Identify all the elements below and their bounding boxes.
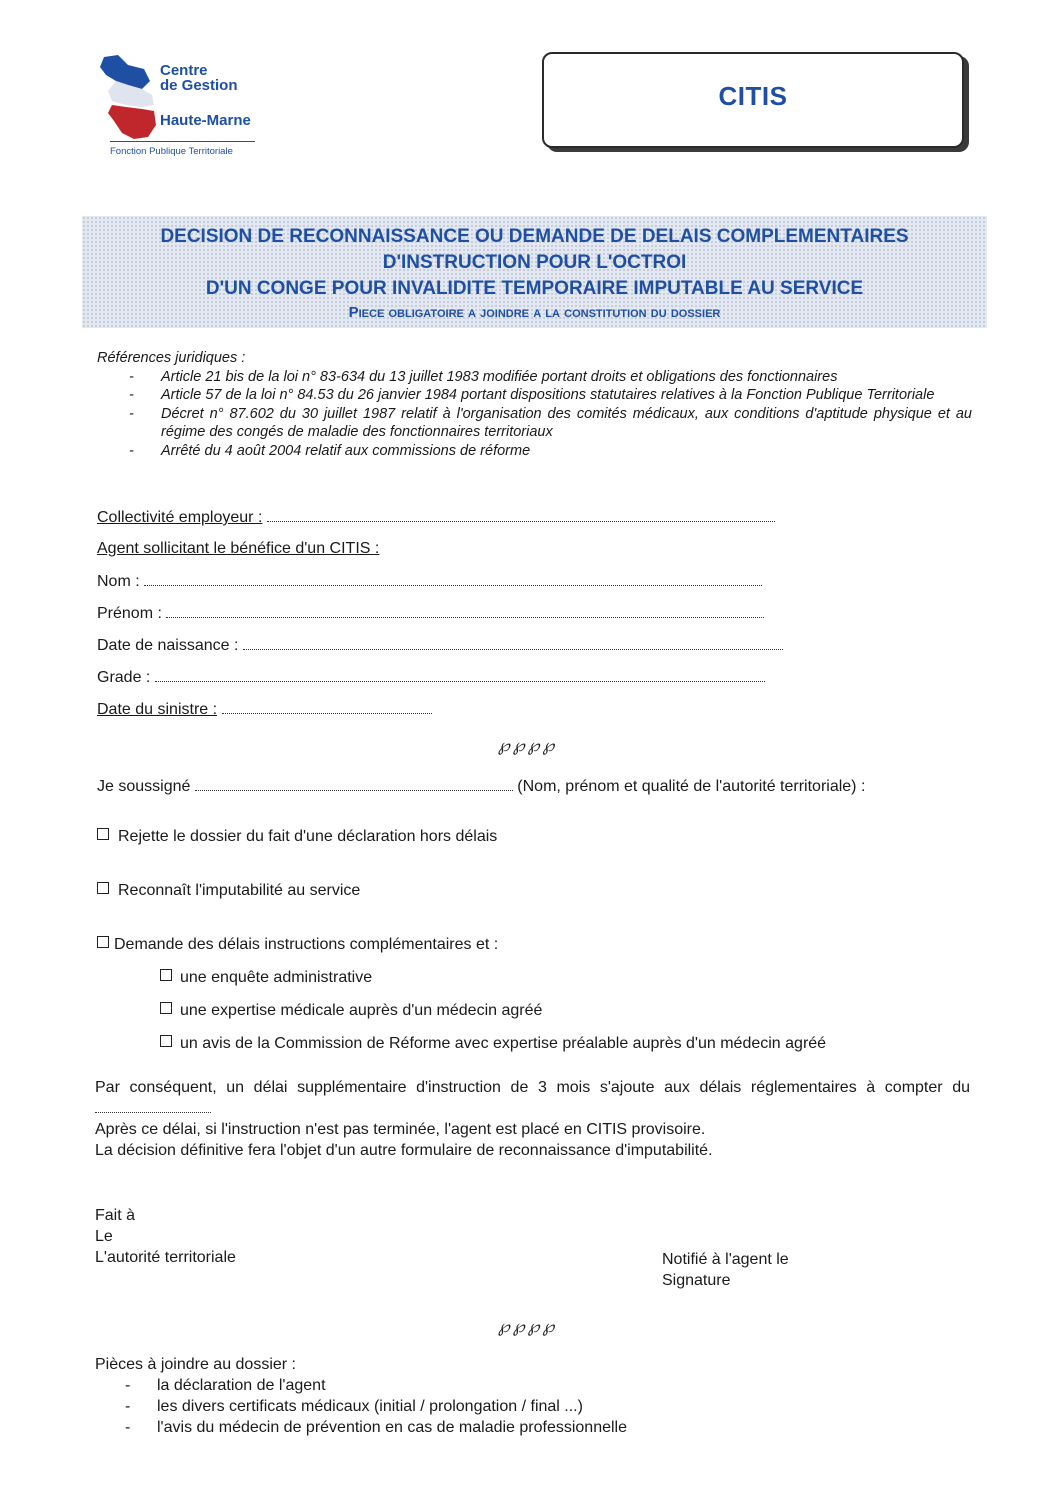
reference-item: - Article 57 de la loi n° 84.53 du 26 janvier 1984 portant dispositions statutaires relatives à la Fonction Publique Territoriale xyxy=(97,386,972,405)
prenom-label: Prénom : xyxy=(97,605,162,622)
grade-input-line[interactable] xyxy=(155,667,765,682)
ornament-separator: ℘℘℘℘ xyxy=(498,1317,558,1336)
fait-a: Fait à xyxy=(95,1207,136,1224)
legal-references xyxy=(97,349,972,460)
suboption-commission-label: un avis de la Commission de Réforme avec expertise préalable auprès d'un médecin agréé xyxy=(180,1035,827,1052)
consequence-block xyxy=(95,1077,970,1161)
grade-field[interactable] xyxy=(97,667,765,688)
naissance-label: Date de naissance : xyxy=(97,637,239,654)
title-line-1: DECISION DE RECONNAISSANCE OU DEMANDE DE DELAIS COMPLEMENTAIRES xyxy=(160,226,909,247)
agent-heading: Agent sollicitant le bénéfice d'un CITIS : xyxy=(97,540,380,557)
option-delais[interactable] xyxy=(97,935,498,955)
soussigne-label: Je soussigné xyxy=(97,778,191,795)
checkbox[interactable] xyxy=(160,1035,172,1047)
consequence-p1: Par conséquent, un délai supplémentaire d'instruction de 3 mois s'ajoute aux délais réglementaires à compter du xyxy=(95,1079,970,1096)
sinistre-label: Date du sinistre : xyxy=(97,701,218,718)
references-heading: Références juridiques : xyxy=(97,350,246,366)
checkbox[interactable] xyxy=(160,969,172,981)
piece-item: - les divers certificats médicaux (initial / prolongation / final ...) xyxy=(95,1396,795,1417)
date-input-line[interactable] xyxy=(95,1100,211,1113)
collectivite-field[interactable] xyxy=(97,507,775,528)
notifie-agent: Notifié à l'agent le xyxy=(662,1251,789,1268)
title-line-3: D'UN CONGE POUR INVALIDITE TEMPORAIRE IMPUTABLE AU SERVICE xyxy=(205,278,864,299)
citis-badge-label: CITIS xyxy=(718,80,788,111)
suboption-commission[interactable] xyxy=(160,1034,826,1054)
reference-item: - Décret n° 87.602 du 30 juillet 1987 relatif à l'organisation des comités médicaux, aux conditions d'aptitude physique et au régime des congés de maladie des fonctionnaires territoriaux xyxy=(97,405,972,442)
logo-line-3: Haute-Marne xyxy=(160,112,251,129)
autorite-territoriale: L'autorité territoriale xyxy=(95,1249,236,1266)
consequence-p3: La décision définitive fera l'objet d'un autre formulaire de reconnaissance d'imputabilité. xyxy=(95,1142,713,1159)
checkbox[interactable] xyxy=(97,936,109,948)
pieces-heading: Pièces à joindre au dossier : xyxy=(95,1356,296,1373)
option-rejet-label: Rejette le dossier du fait d'une déclaration hors délais xyxy=(118,828,498,845)
naissance-field[interactable] xyxy=(97,635,783,656)
suboption-enquete-label: une enquête administrative xyxy=(180,969,373,986)
organization-logo xyxy=(98,55,273,165)
option-reconnaissance[interactable] xyxy=(97,881,360,901)
logo-subtitle: Fonction Publique Territoriale xyxy=(110,146,233,157)
option-rejet[interactable] xyxy=(97,827,497,847)
naissance-input-line[interactable] xyxy=(243,635,783,650)
checkbox[interactable] xyxy=(97,828,109,840)
logo-divider xyxy=(110,141,255,142)
nom-input-line[interactable] xyxy=(144,571,762,586)
sinistre-input-line[interactable] xyxy=(222,699,432,714)
consequence-p2: Après ce délai, si l'instruction n'est pas terminée, l'agent est placé en CITIS provisoire. xyxy=(95,1121,706,1138)
title-line-2: D'INSTRUCTION POUR L'OCTROI xyxy=(382,252,687,273)
citis-badge xyxy=(542,52,964,148)
pieces-section xyxy=(95,1354,795,1438)
grade-label: Grade : xyxy=(97,669,151,686)
checkbox[interactable] xyxy=(160,1002,172,1014)
prenom-input-line[interactable] xyxy=(166,603,764,618)
prenom-field[interactable] xyxy=(97,603,764,624)
suboption-enquete[interactable] xyxy=(160,968,372,988)
ornament-separator: ℘℘℘℘ xyxy=(498,736,558,755)
soussigne-field[interactable] xyxy=(97,776,865,797)
piece-item: - la déclaration de l'agent xyxy=(95,1375,795,1396)
reference-item: - Arrêté du 4 août 2004 relatif aux commissions de réforme xyxy=(97,442,972,461)
reference-item: - Article 21 bis de la loi n° 83-634 du 13 juillet 1983 modifiée portant droits et obligations des fonctionnaires xyxy=(97,368,972,387)
title-banner xyxy=(82,216,987,328)
checkbox[interactable] xyxy=(97,882,109,894)
option-delais-label: Demande des délais instructions complémentaires et : xyxy=(114,936,499,953)
soussigne-suffix: (Nom, prénom et qualité de l'autorité territoriale) : xyxy=(517,778,866,795)
option-reconnaissance-label: Reconnaît l'imputabilité au service xyxy=(118,882,361,899)
nom-field[interactable] xyxy=(97,571,762,592)
consequence-p1-wrapper xyxy=(95,1077,970,1119)
le-date: Le xyxy=(95,1228,113,1245)
suboption-expertise-label: une expertise médicale auprès d'un médecin agréé xyxy=(180,1002,543,1019)
sinistre-field[interactable] xyxy=(97,699,432,720)
soussigne-input-line[interactable] xyxy=(195,776,513,791)
logo-line-2: de Gestion xyxy=(160,77,238,94)
nom-label: Nom : xyxy=(97,573,140,590)
piece-item: - l'avis du médecin de prévention en cas de maladie professionnelle xyxy=(95,1417,795,1438)
signature-label: Signature xyxy=(662,1272,731,1289)
haute-marne-map-icon xyxy=(98,55,160,145)
logo-line-1: Centre xyxy=(160,62,208,79)
collectivite-label: Collectivité employeur : xyxy=(97,509,263,526)
title-line-4: Piece obligatoire a joindre a la constitution du dossier xyxy=(348,304,721,321)
suboption-expertise[interactable] xyxy=(160,1001,542,1021)
collectivite-input-line[interactable] xyxy=(267,507,775,522)
